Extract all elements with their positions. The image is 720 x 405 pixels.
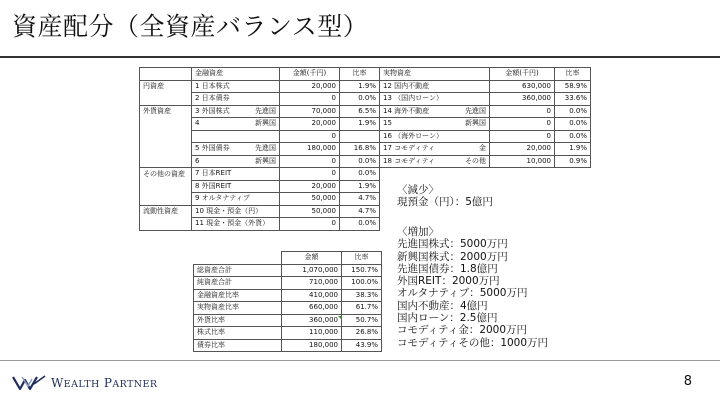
empty-cell bbox=[380, 168, 490, 181]
table-row bbox=[140, 168, 591, 181]
real-asset-region: 金 bbox=[479, 144, 486, 153]
header-cell: 比率 bbox=[555, 68, 591, 81]
category-cell bbox=[140, 180, 192, 193]
financial-asset-name: 6 bbox=[195, 156, 200, 165]
real-ratio-cell: 58.9% bbox=[555, 80, 591, 93]
summary-ratio-cell: 100.0% bbox=[342, 277, 382, 290]
increase-item: 外国REIT：2000万円 bbox=[397, 275, 500, 288]
header-cell: 金融資産 bbox=[192, 68, 280, 81]
financial-asset-cell bbox=[192, 93, 280, 106]
real-asset-cell bbox=[380, 155, 490, 168]
summary-ratio-cell: 150.7% bbox=[342, 264, 382, 277]
decrease-heading: 〈減少〉 bbox=[397, 184, 439, 196]
financial-asset-cell bbox=[192, 205, 280, 218]
logo-letters: EALTH bbox=[63, 379, 100, 390]
real-asset-name: 14 海外不動産 bbox=[383, 106, 430, 115]
summary-label-cell: 総資産合計 bbox=[194, 264, 282, 277]
financial-asset-name: 10 現金・預金（円） bbox=[195, 206, 263, 215]
real-amount-cell: 10,000 bbox=[490, 155, 555, 168]
table-row bbox=[140, 193, 591, 206]
financial-amount-cell: 50,000 bbox=[280, 193, 340, 206]
financial-amount-cell: 70,000 bbox=[280, 105, 340, 118]
financial-asset-cell bbox=[192, 168, 280, 181]
financial-asset-name: 5 外国債券 bbox=[195, 144, 230, 153]
table-row bbox=[194, 327, 382, 340]
table-row bbox=[140, 143, 591, 156]
financial-ratio-cell: 0.0% bbox=[340, 218, 380, 231]
summary-amount-cell: 360,000 bbox=[282, 314, 342, 327]
logo-letter: P bbox=[103, 376, 113, 390]
financial-ratio-cell: 1.9% bbox=[340, 118, 380, 131]
header-cell: 金額(千円) bbox=[280, 68, 340, 81]
real-asset-cell bbox=[380, 93, 490, 106]
footer-divider bbox=[0, 360, 720, 361]
financial-amount-cell: 0 bbox=[280, 93, 340, 106]
header-cell bbox=[194, 252, 282, 265]
table-row bbox=[140, 93, 591, 106]
real-asset-name: 15 bbox=[383, 119, 392, 128]
company-logo bbox=[12, 375, 157, 391]
header-cell: 金額(千円) bbox=[490, 68, 555, 81]
summary-ratio-cell: 38.3% bbox=[342, 289, 382, 302]
financial-amount-cell: 50,000 bbox=[280, 205, 340, 218]
table-row bbox=[140, 105, 591, 118]
category-cell bbox=[140, 218, 192, 231]
increase-item: オルタナティブ：5000万円 bbox=[397, 287, 528, 300]
empty-cell bbox=[490, 205, 555, 218]
table-row bbox=[140, 180, 591, 193]
summary-label-cell: 純資産合計 bbox=[194, 277, 282, 290]
asset-table-body bbox=[140, 80, 591, 230]
summary-label-cell: 債券比率 bbox=[194, 339, 282, 352]
wealth-partner-w-icon bbox=[12, 375, 46, 391]
real-ratio-cell: 0.0% bbox=[555, 118, 591, 131]
table-row bbox=[140, 205, 591, 218]
financial-ratio-cell bbox=[340, 130, 380, 143]
header-cell: 金額 bbox=[282, 252, 342, 265]
financial-asset-region: 先進国 bbox=[255, 144, 276, 153]
table-row bbox=[140, 118, 591, 131]
table-header-row bbox=[194, 252, 382, 265]
table-row bbox=[194, 339, 382, 352]
header-cell: 比率 bbox=[342, 252, 382, 265]
real-asset-region: 新興国 bbox=[465, 119, 486, 128]
financial-asset-cell bbox=[192, 105, 280, 118]
increase-item: 先進国株式：5000万円 bbox=[397, 238, 508, 251]
summary-amount-cell: 1,070,000 bbox=[282, 264, 342, 277]
summary-table-body bbox=[194, 264, 382, 352]
real-amount-cell: 20,000 bbox=[490, 143, 555, 156]
increase-heading: 〈増加〉 bbox=[397, 226, 439, 238]
increase-item: コモディティその他：1000万円 bbox=[397, 336, 549, 349]
financial-amount-cell: 20,000 bbox=[280, 80, 340, 93]
category-cell bbox=[140, 143, 192, 156]
financial-asset-cell bbox=[192, 80, 280, 93]
financial-ratio-cell: 4.7% bbox=[340, 205, 380, 218]
real-amount-cell: 360,000 bbox=[490, 93, 555, 106]
real-asset-name: 17 コモディティ bbox=[383, 144, 436, 153]
increase-item: 先進国債券：1.8億円 bbox=[397, 262, 498, 275]
empty-cell bbox=[555, 218, 591, 231]
financial-amount-cell: 0 bbox=[280, 168, 340, 181]
financial-asset-name: 8 外国REIT bbox=[195, 181, 232, 190]
financial-asset-cell bbox=[192, 118, 280, 131]
category-cell: 外貨資産 bbox=[140, 105, 192, 118]
real-amount-cell: 0 bbox=[490, 105, 555, 118]
real-ratio-cell: 1.9% bbox=[555, 143, 591, 156]
financial-asset-name: 7 日本REIT bbox=[195, 169, 232, 178]
financial-asset-region: 新興国 bbox=[255, 156, 276, 165]
financial-asset-region: 新興国 bbox=[255, 119, 276, 128]
financial-ratio-cell: 1.9% bbox=[340, 80, 380, 93]
table-row bbox=[194, 302, 382, 315]
summary-label-cell: 株式比率 bbox=[194, 327, 282, 340]
financial-amount-cell: 0 bbox=[280, 130, 340, 143]
financial-ratio-cell: 6.5% bbox=[340, 105, 380, 118]
summary-amount-cell: 110,000 bbox=[282, 327, 342, 340]
summary-ratio-cell: 50.7% bbox=[342, 314, 382, 327]
financial-asset-cell bbox=[192, 180, 280, 193]
financial-asset-name: 3 外国株式 bbox=[195, 106, 230, 115]
financial-ratio-cell: 16.8% bbox=[340, 143, 380, 156]
real-ratio-cell: 0.0% bbox=[555, 105, 591, 118]
increase-item: コモディティ金：2000万円 bbox=[397, 324, 528, 337]
real-amount-cell: 630,000 bbox=[490, 80, 555, 93]
real-ratio-cell: 0.9% bbox=[555, 155, 591, 168]
real-ratio-cell: 0.0% bbox=[555, 130, 591, 143]
empty-cell bbox=[490, 193, 555, 206]
increase-item: 国内不動産：4億円 bbox=[397, 299, 488, 312]
header-cell: 実物資産 bbox=[380, 68, 490, 81]
financial-asset-name: 9 オルタナティブ bbox=[195, 194, 250, 203]
page-number: 8 bbox=[683, 374, 692, 389]
increase-item: 国内ローン：2.5億円 bbox=[397, 312, 498, 325]
real-asset-name: 13 （国内ローン） bbox=[383, 94, 443, 103]
summary-amount-cell: 410,000 bbox=[282, 289, 342, 302]
category-cell: 流動性資産 bbox=[140, 205, 192, 218]
logo-wordmark bbox=[51, 376, 157, 390]
summary-amount-cell: 660,000 bbox=[282, 302, 342, 315]
table-row bbox=[140, 130, 591, 143]
summary-label-cell: 実物資産比率 bbox=[194, 302, 282, 315]
financial-amount-cell: 20,000 bbox=[280, 180, 340, 193]
increase-item: 新興国株式：2000万円 bbox=[397, 250, 508, 263]
financial-amount-cell: 0 bbox=[280, 155, 340, 168]
empty-cell bbox=[555, 193, 591, 206]
logo-letter: W bbox=[51, 376, 64, 390]
real-asset-name: 12 国内不動産 bbox=[383, 81, 430, 90]
financial-ratio-cell: 4.7% bbox=[340, 193, 380, 206]
real-amount-cell: 0 bbox=[490, 118, 555, 131]
financial-amount-cell: 180,000 bbox=[280, 143, 340, 156]
empty-cell bbox=[555, 180, 591, 193]
table-row bbox=[140, 80, 591, 93]
table-row bbox=[194, 264, 382, 277]
real-asset-cell bbox=[380, 143, 490, 156]
financial-asset-name: 2 日本債券 bbox=[195, 94, 230, 103]
summary-label-cell: 金融資産比率 bbox=[194, 289, 282, 302]
header-cell: 比率 bbox=[340, 68, 380, 81]
financial-asset-cell bbox=[192, 218, 280, 231]
table-row bbox=[194, 314, 382, 327]
slide-title: 資産配分（全資産バランス型） bbox=[12, 12, 369, 41]
decrease-item: 現預金（円）：5億円 bbox=[397, 196, 493, 209]
summary-ratio-cell: 26.8% bbox=[342, 327, 382, 340]
financial-asset-cell bbox=[192, 143, 280, 156]
table-row bbox=[194, 277, 382, 290]
table-row bbox=[140, 155, 591, 168]
financial-ratio-cell: 0.0% bbox=[340, 168, 380, 181]
category-cell bbox=[140, 118, 192, 131]
empty-cell bbox=[490, 180, 555, 193]
real-ratio-cell: 33.6% bbox=[555, 93, 591, 106]
financial-asset-region: 先進国 bbox=[255, 106, 276, 115]
real-asset-cell bbox=[380, 80, 490, 93]
empty-cell bbox=[555, 205, 591, 218]
category-cell bbox=[140, 155, 192, 168]
financial-amount-cell: 20,000 bbox=[280, 118, 340, 131]
logo-letters: ARTNER bbox=[112, 379, 158, 390]
summary-ratio-cell: 61.7% bbox=[342, 302, 382, 315]
financial-amount-cell: 0 bbox=[280, 218, 340, 231]
header-cell bbox=[140, 68, 192, 81]
table-row bbox=[194, 289, 382, 302]
increase-notes bbox=[397, 226, 548, 349]
real-asset-region: その他 bbox=[465, 156, 486, 165]
cell-comment-marker bbox=[338, 316, 342, 320]
financial-ratio-cell: 0.0% bbox=[340, 155, 380, 168]
real-asset-name: 18 コモディティ bbox=[383, 156, 436, 165]
category-cell: その他の資産 bbox=[140, 168, 192, 181]
real-asset-name: 16 （海外ローン） bbox=[383, 131, 443, 140]
real-amount-cell: 0 bbox=[490, 130, 555, 143]
financial-asset-cell bbox=[192, 193, 280, 206]
real-asset-cell bbox=[380, 130, 490, 143]
summary-amount-cell: 710,000 bbox=[282, 277, 342, 290]
financial-asset-name: 4 bbox=[195, 119, 200, 128]
summary-label-cell: 外貨比率 bbox=[194, 314, 282, 327]
summary-amount-cell: 180,000 bbox=[282, 339, 342, 352]
category-cell: 円資産 bbox=[140, 80, 192, 93]
empty-cell bbox=[555, 168, 591, 181]
category-cell bbox=[140, 130, 192, 143]
empty-cell bbox=[490, 168, 555, 181]
financial-asset-name: 11 現金・預金（外貨） bbox=[195, 219, 270, 228]
category-cell bbox=[140, 93, 192, 106]
decrease-notes bbox=[397, 184, 493, 209]
summary-table bbox=[193, 251, 382, 352]
real-asset-cell bbox=[380, 118, 490, 131]
real-asset-region: 先進国 bbox=[465, 106, 486, 115]
table-header-row bbox=[140, 68, 591, 81]
summary-ratio-cell: 43.9% bbox=[342, 339, 382, 352]
category-cell bbox=[140, 193, 192, 206]
financial-asset-name: 1 日本株式 bbox=[195, 81, 230, 90]
asset-allocation-table bbox=[139, 67, 591, 231]
financial-asset-cell bbox=[192, 155, 280, 168]
title-divider bbox=[0, 56, 720, 58]
financial-ratio-cell: 0.0% bbox=[340, 93, 380, 106]
financial-ratio-cell: 1.9% bbox=[340, 180, 380, 193]
financial-asset-cell bbox=[192, 130, 280, 143]
real-asset-cell bbox=[380, 105, 490, 118]
